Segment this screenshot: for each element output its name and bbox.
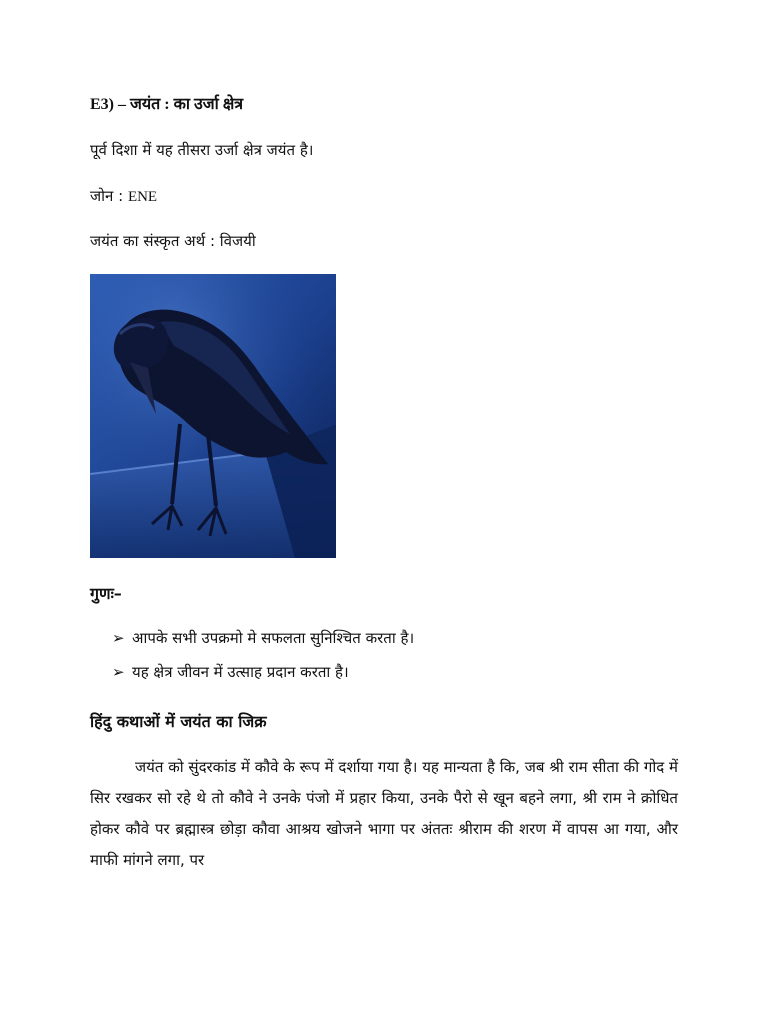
zone-label: जोन : [90,187,128,205]
section-heading [90,92,243,114]
crow-photo [90,274,336,558]
story-paragraph: जयंत को सुंदरकांड में कौवे के रूप में दर्शाया गया है। यह मान्यता है कि, जब श्री राम सीता की गोद में सिर रखकर सो रहे थे तो कौवे ने उनके पंजो में प्रहार किया, उनके पैरो से खून बहने लगा, श्री राम ने क्रोधित होकर कौवे पर ब्रह्मास्त्र छोड़ा कौवा आश्रय खोजने भागा पर अंततः श्रीराम की शरण में वापस आ गया, और माफी मांगने लगा, पर [90,758,678,869]
list-item [112,628,414,648]
list-item-text: आपके सभी उपक्रमो मे सफलता सुनिश्चित करता है। [132,629,415,647]
section-title: जयंत : का उर्जा क्षेत्र [130,96,244,113]
intro-line: पूर्व दिशा में यह तीसरा उर्जा क्षेत्र जयंत है। [90,141,314,159]
meaning-line: जयंत का संस्कृत अर्थ : विजयी [90,232,256,250]
zone-value: ENE [127,189,158,205]
zone-line [90,186,157,206]
story-heading: हिंदु कथाओं में जयंत का जिक्र [90,712,267,731]
arrow-bullet-icon: ➢ [112,629,125,647]
qualities-heading: गुणः– [90,584,122,603]
list-item-text: यह क्षेत्र जीवन में उत्साह प्रदान करता है। [132,663,349,681]
section-number: E3) – [90,96,130,113]
arrow-bullet-icon: ➢ [112,663,125,681]
list-item [112,662,349,682]
